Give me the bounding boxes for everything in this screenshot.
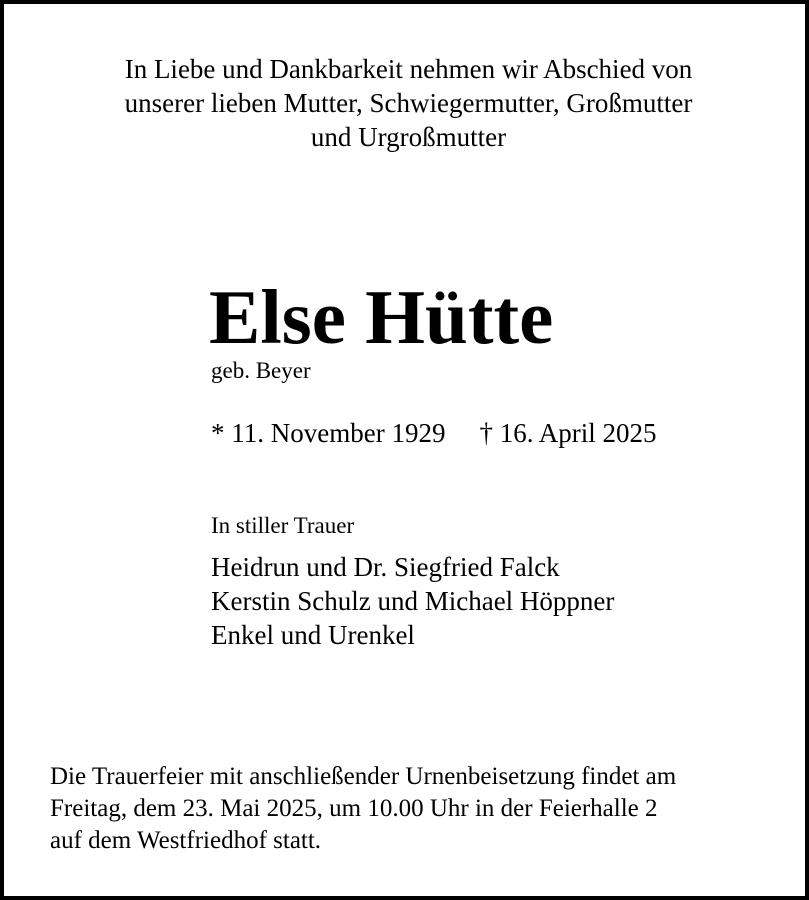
- ceremony-line: auf dem Westfriedhof statt.: [50, 827, 322, 854]
- mourner-entry: Enkel und Urenkel: [211, 620, 415, 650]
- ceremony-line: Die Trauerfeier mit anschließender Urnenbeisetzung findet am: [50, 763, 677, 790]
- ceremony-info: [50, 761, 676, 857]
- intro-line: und Urgroßmutter: [310, 122, 507, 152]
- ceremony-line: Freitag, dem 23. Mai 2025, um 10.00 Uhr in der Feierhalle 2: [50, 795, 658, 822]
- mourners-list: [211, 550, 614, 652]
- intro-text: [4, 52, 809, 154]
- intro-line: unserer lieben Mutter, Schwiegermutter, Großmutter: [124, 88, 693, 118]
- maiden-name: geb. Beyer: [211, 358, 311, 383]
- mourner-entry: Kerstin Schulz und Michael Höppner: [211, 586, 615, 616]
- death-date: † 16. April 2025: [479, 418, 657, 448]
- intro-line: In Liebe und Dankbarkeit nehmen wir Abschied von: [124, 54, 693, 84]
- mourners-label: In stiller Trauer: [211, 513, 355, 538]
- birth-date: * 11. November 1929: [211, 418, 446, 448]
- deceased-name: Else Hütte: [209, 274, 554, 360]
- mourner-entry: Heidrun und Dr. Siegfried Falck: [211, 552, 560, 582]
- life-dates: [211, 417, 656, 449]
